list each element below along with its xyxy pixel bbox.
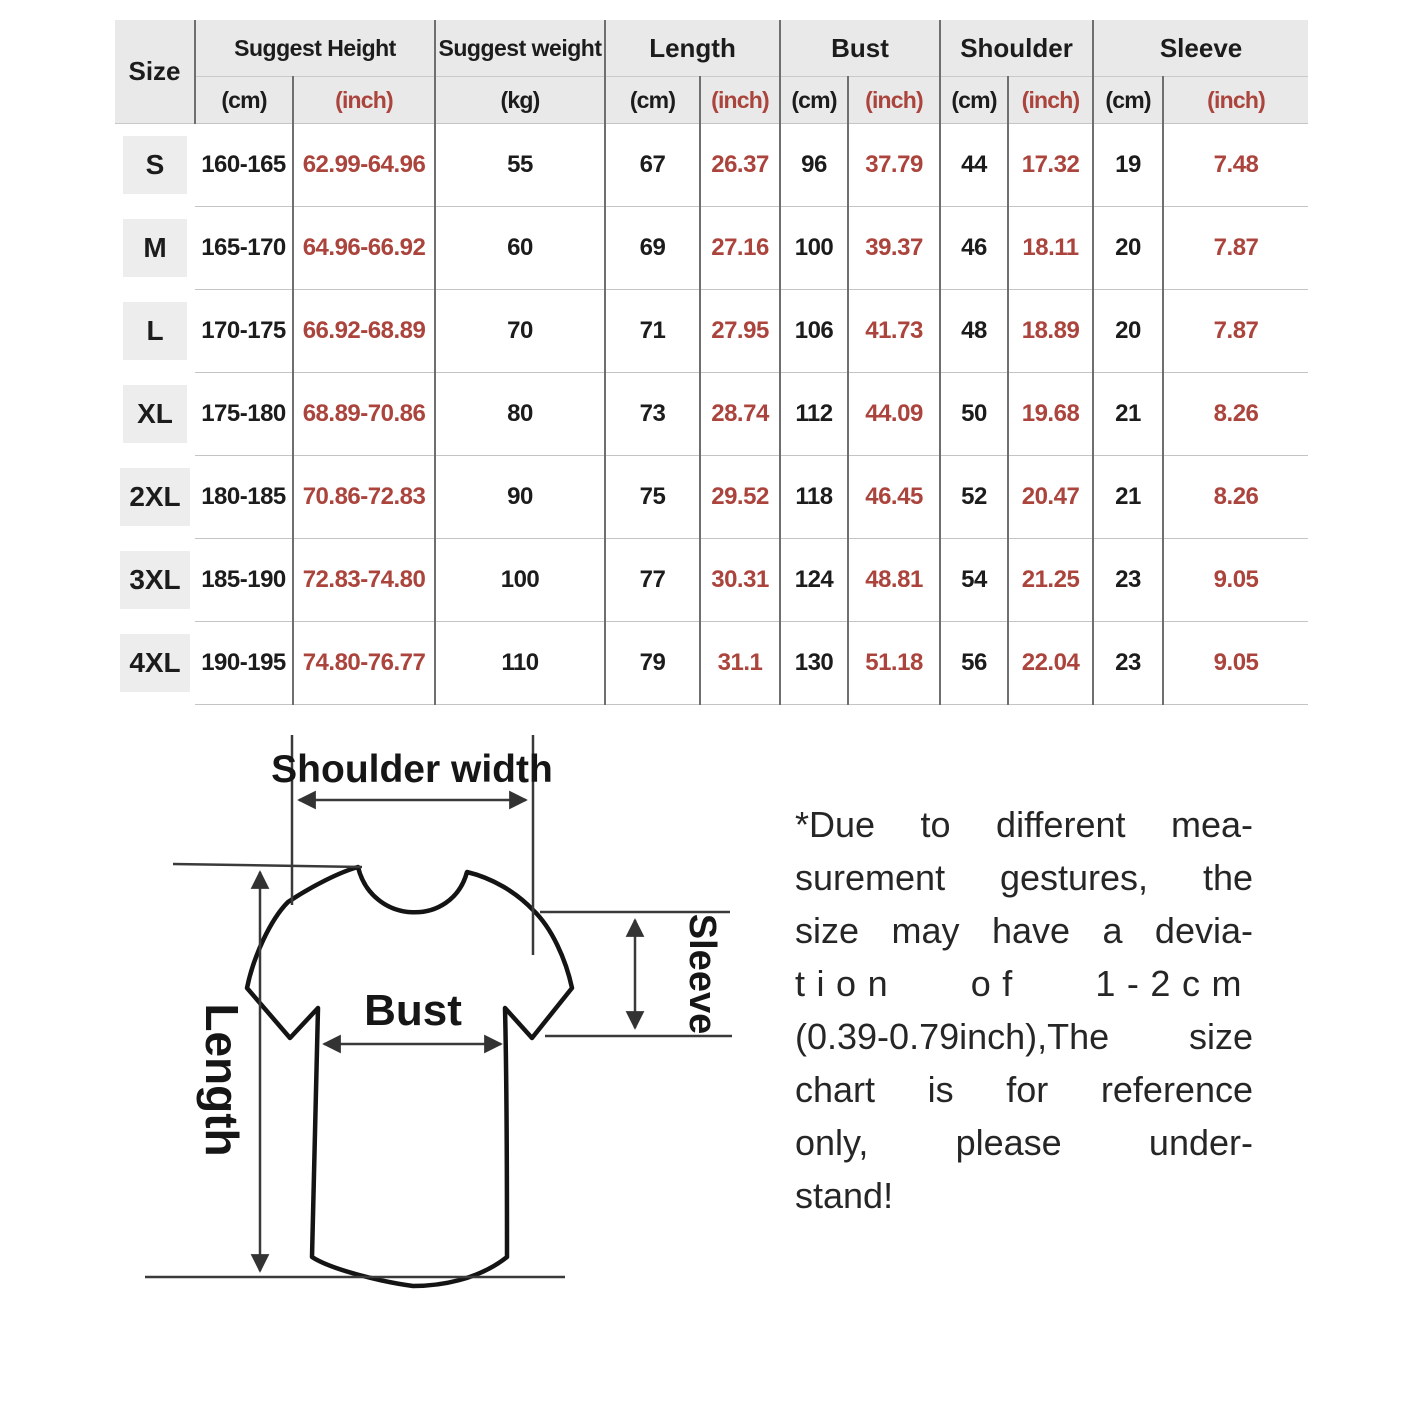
note-line: chart is for reference: [795, 1069, 1253, 1110]
cell-height-inch: 68.89-70.86: [293, 373, 435, 456]
unit-bust-cm: (cm): [780, 77, 848, 124]
cell-sleeve-inch: 7.48: [1163, 124, 1308, 207]
tshirt-diagram-svg: [100, 720, 760, 1320]
cell-sleeve-inch: 9.05: [1163, 539, 1308, 622]
unit-shoulder-cm: (cm): [940, 77, 1008, 124]
cell-shoulder-inch: 22.04: [1008, 622, 1093, 705]
note-line: (0.39-0.79inch),The size: [795, 1016, 1253, 1057]
cell-height-inch: 66.92-68.89: [293, 290, 435, 373]
cell-length-cm: 77: [605, 539, 700, 622]
cell-shoulder-inch: 20.47: [1008, 456, 1093, 539]
cell-height-cm: 185-190: [195, 539, 293, 622]
unit-sleeve-cm: (cm): [1093, 77, 1163, 124]
header-length: Length: [605, 20, 780, 77]
cell-length-inch: 27.95: [700, 290, 780, 373]
tshirt-outline: [247, 867, 572, 1286]
note-line: size may have a devia-: [795, 910, 1253, 951]
cell-weight-kg: 110: [435, 622, 605, 705]
size-label: 3XL: [120, 551, 189, 609]
cell-length-inch: 31.1: [700, 622, 780, 705]
header-shoulder: Shoulder: [940, 20, 1093, 77]
cell-sleeve-cm: 23: [1093, 622, 1163, 705]
cell-length-cm: 73: [605, 373, 700, 456]
cell-shoulder-cm: 56: [940, 622, 1008, 705]
cell-height-inch: 72.83-74.80: [293, 539, 435, 622]
cell-sleeve-cm: 20: [1093, 290, 1163, 373]
size-table-body: [115, 124, 1308, 705]
cell-shoulder-cm: 44: [940, 124, 1008, 207]
cell-sleeve-inch: 8.26: [1163, 456, 1308, 539]
cell-shoulder-cm: 48: [940, 290, 1008, 373]
cell-height-cm: 165-170: [195, 207, 293, 290]
cell-bust-cm: 100: [780, 207, 848, 290]
size-label: 4XL: [120, 634, 189, 692]
measurement-note: [795, 798, 1253, 1222]
cell-bust-inch: 44.09: [848, 373, 940, 456]
header-suggest-weight: Suggest weight: [435, 20, 605, 77]
cell-height-cm: 160-165: [195, 124, 293, 207]
unit-height-inch: (inch): [293, 77, 435, 124]
shoulder-width-label: Shoulder width: [271, 748, 553, 791]
cell-bust-cm: 118: [780, 456, 848, 539]
cell-shoulder-inch: 18.89: [1008, 290, 1093, 373]
cell-sleeve-inch: 7.87: [1163, 207, 1308, 290]
note-line: stand!: [795, 1175, 894, 1216]
unit-length-cm: (cm): [605, 77, 700, 124]
cell-length-cm: 79: [605, 622, 700, 705]
note-line: only, please under-: [795, 1122, 1253, 1163]
cell-length-cm: 75: [605, 456, 700, 539]
bust-label: Bust: [364, 986, 462, 1035]
table-row: [115, 290, 1308, 373]
size-cell: [115, 456, 195, 539]
cell-sleeve-inch: 9.05: [1163, 622, 1308, 705]
cell-shoulder-inch: 21.25: [1008, 539, 1093, 622]
cell-weight-kg: 100: [435, 539, 605, 622]
cell-shoulder-cm: 54: [940, 539, 1008, 622]
header-bust: Bust: [780, 20, 940, 77]
cell-bust-inch: 41.73: [848, 290, 940, 373]
size-cell: [115, 290, 195, 373]
header-size: Size: [115, 20, 195, 124]
table-row: [115, 456, 1308, 539]
cell-shoulder-cm: 46: [940, 207, 1008, 290]
cell-weight-kg: 60: [435, 207, 605, 290]
cell-bust-cm: 106: [780, 290, 848, 373]
cell-shoulder-inch: 17.32: [1008, 124, 1093, 207]
cell-weight-kg: 55: [435, 124, 605, 207]
note-line: *Due to different mea-: [795, 804, 1253, 845]
table-row: [115, 124, 1308, 207]
size-cell: [115, 207, 195, 290]
cell-height-inch: 62.99-64.96: [293, 124, 435, 207]
size-label: M: [123, 219, 187, 277]
cell-sleeve-inch: 7.87: [1163, 290, 1308, 373]
unit-bust-inch: (inch): [848, 77, 940, 124]
size-cell: [115, 539, 195, 622]
cell-weight-kg: 70: [435, 290, 605, 373]
note-line: surement gestures, the: [795, 857, 1253, 898]
cell-weight-kg: 90: [435, 456, 605, 539]
cell-height-inch: 74.80-76.77: [293, 622, 435, 705]
sleeve-label: Sleeve: [681, 913, 723, 1035]
cell-bust-inch: 48.81: [848, 539, 940, 622]
cell-sleeve-cm: 20: [1093, 207, 1163, 290]
tshirt-diagram: [100, 720, 760, 1320]
cell-bust-inch: 39.37: [848, 207, 940, 290]
note-line: tion of 1-2cm: [795, 963, 1253, 1004]
cell-length-inch: 28.74: [700, 373, 780, 456]
cell-length-inch: 30.31: [700, 539, 780, 622]
cell-height-inch: 64.96-66.92: [293, 207, 435, 290]
cell-sleeve-cm: 21: [1093, 373, 1163, 456]
size-label: 2XL: [120, 468, 189, 526]
cell-height-cm: 170-175: [195, 290, 293, 373]
cell-length-inch: 27.16: [700, 207, 780, 290]
unit-shoulder-inch: (inch): [1008, 77, 1093, 124]
cell-bust-cm: 130: [780, 622, 848, 705]
size-cell: [115, 124, 195, 207]
table-row: [115, 622, 1308, 705]
unit-sleeve-inch: (inch): [1163, 77, 1308, 124]
size-cell: [115, 622, 195, 705]
cell-bust-inch: 51.18: [848, 622, 940, 705]
cell-height-cm: 175-180: [195, 373, 293, 456]
cell-shoulder-inch: 18.11: [1008, 207, 1093, 290]
size-label: L: [123, 302, 187, 360]
header-units-row: [115, 77, 1308, 124]
cell-length-inch: 26.37: [700, 124, 780, 207]
cell-height-cm: 190-195: [195, 622, 293, 705]
table-row: [115, 539, 1308, 622]
cell-shoulder-cm: 50: [940, 373, 1008, 456]
cell-shoulder-cm: 52: [940, 456, 1008, 539]
cell-bust-inch: 37.79: [848, 124, 940, 207]
unit-weight-kg: (kg): [435, 77, 605, 124]
cell-sleeve-inch: 8.26: [1163, 373, 1308, 456]
unit-height-cm: (cm): [195, 77, 293, 124]
header-sleeve: Sleeve: [1093, 20, 1308, 77]
cell-weight-kg: 80: [435, 373, 605, 456]
table-row: [115, 373, 1308, 456]
header-group-row: [115, 20, 1308, 77]
cell-bust-cm: 112: [780, 373, 848, 456]
size-cell: [115, 373, 195, 456]
header-suggest-height: Suggest Height: [195, 20, 435, 77]
cell-length-inch: 29.52: [700, 456, 780, 539]
cell-shoulder-inch: 19.68: [1008, 373, 1093, 456]
size-chart-table: [115, 20, 1308, 705]
cell-length-cm: 71: [605, 290, 700, 373]
cell-sleeve-cm: 23: [1093, 539, 1163, 622]
cell-height-inch: 70.86-72.83: [293, 456, 435, 539]
cell-length-cm: 67: [605, 124, 700, 207]
cell-bust-cm: 124: [780, 539, 848, 622]
size-table: [115, 20, 1308, 705]
cell-sleeve-cm: 21: [1093, 456, 1163, 539]
table-row: [115, 207, 1308, 290]
size-label: S: [123, 136, 187, 194]
unit-length-inch: (inch): [700, 77, 780, 124]
cell-length-cm: 69: [605, 207, 700, 290]
length-label: Length: [196, 1003, 248, 1157]
cell-height-cm: 180-185: [195, 456, 293, 539]
length-tick-top: [173, 864, 362, 867]
cell-bust-inch: 46.45: [848, 456, 940, 539]
cell-sleeve-cm: 19: [1093, 124, 1163, 207]
size-label: XL: [123, 385, 187, 443]
cell-bust-cm: 96: [780, 124, 848, 207]
